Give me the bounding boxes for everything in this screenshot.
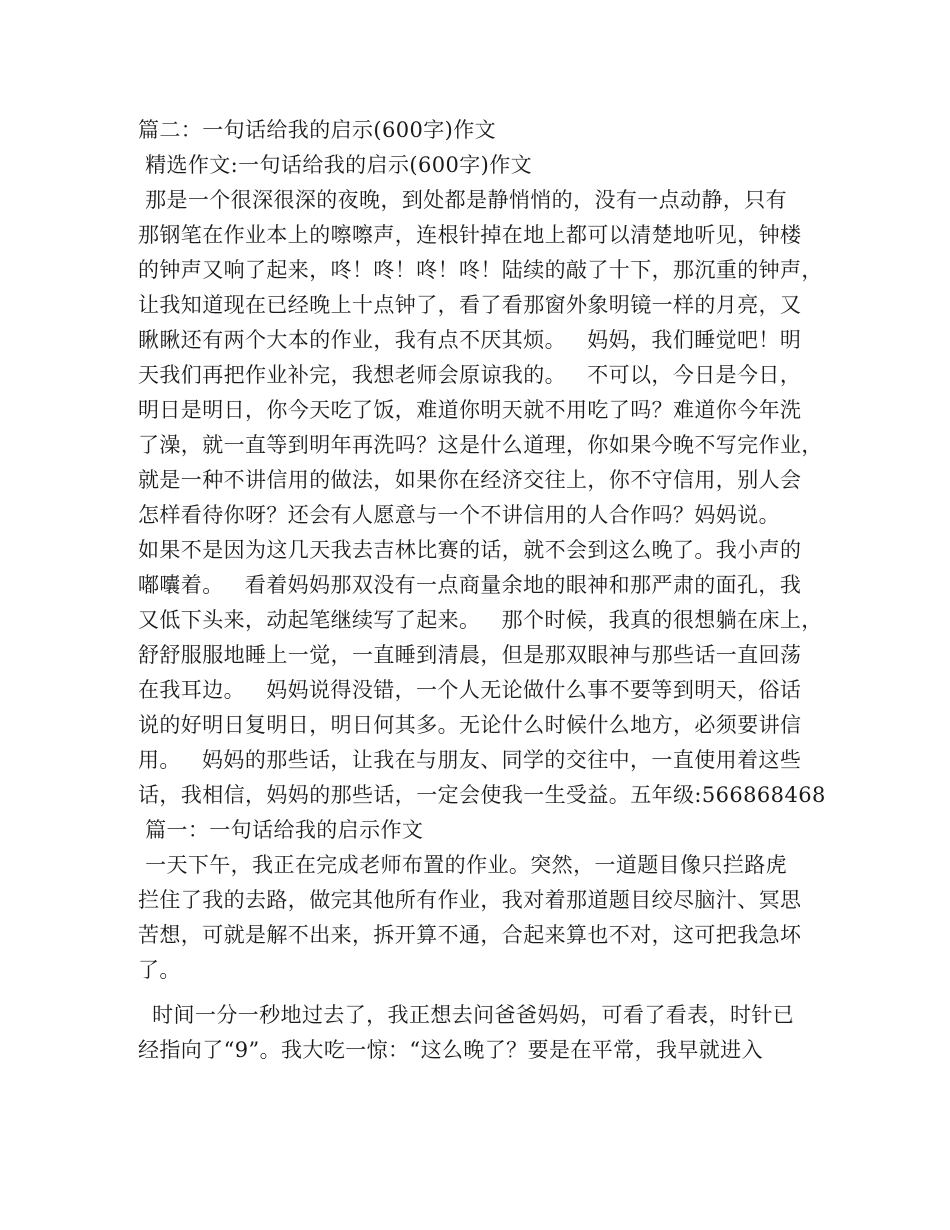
text-line: 那钢笔在作业本上的嚓嚓声，连根针掉在地上都可以清楚地听见，钟楼 xyxy=(138,223,802,247)
text-line: 苦想，可就是解不出来，拆开算不通，合起来算也不对，这可把我急坏 xyxy=(138,923,802,947)
text-line: 明日是明日，你今天吃了饭，难道你明天就不用吃了吗？难道你今年洗 xyxy=(138,398,802,422)
text-line: 了。 xyxy=(138,958,181,982)
text-line: 嘟囔着。 看着妈妈那双没有一点商量余地的眼神和那严肃的面孔，我 xyxy=(138,573,802,597)
text-line: 了澡，就一直等到明年再洗吗？这是什么道理，你如果今晚不写完作业， xyxy=(138,433,823,457)
text-line: 时间一分一秒地过去了，我正想去问爸爸妈妈，可看了看表，时针已 xyxy=(138,1003,795,1027)
text-line: 在我耳边。 妈妈说得没错，一个人无论做什么事不要等到明天，俗话 xyxy=(138,678,802,702)
text-line: 用。 妈妈的那些话，让我在与朋友、同学的交往中，一直使用着这些 xyxy=(138,748,802,772)
text-line: 拦住了我的去路，做完其他所有作业，我对着那道题目绞尽脑汁、冥思 xyxy=(138,888,802,912)
text-line: 如果不是因为这几天我去吉林比赛的话，就不会到这么晚了。我小声的 xyxy=(138,538,802,562)
text-line: 话，我相信，妈妈的那些话，一定会使我一生受益。五年级:566868468 xyxy=(138,783,826,807)
essay-title-line: 精选作文:一句话给我的启示(600字)作文 xyxy=(138,153,533,177)
text-line: 的钟声又响了起来，咚！咚！咚！咚！陆续的敲了十下，那沉重的钟声， xyxy=(138,258,823,282)
text-line: 天我们再把作业补完，我想老师会原谅我的。 不可以，今日是今日， xyxy=(138,363,802,387)
section-heading-part-one: 篇一：一句话给我的启示作文 xyxy=(138,818,424,842)
text-line: 经指向了“9”。我大吃一惊：“这么晚了？要是在平常，我早就进入 xyxy=(138,1038,763,1062)
text-line: 让我知道现在已经晚上十点钟了，看了看那窗外象明镜一样的月亮，又 xyxy=(138,293,802,317)
text-line: 说的好明日复明日，明日何其多。无论什么时候什么地方，必须要讲信 xyxy=(138,713,802,737)
text-line: 就是一种不讲信用的做法，如果你在经济交往上，你不守信用，别人会 xyxy=(138,468,802,492)
text-line: 舒舒服服地睡上一觉，一直睡到清晨，但是那双眼神与那些话一直回荡 xyxy=(138,643,802,667)
text-line: 怎样看待你呀？还会有人愿意与一个不讲信用的人合作吗？妈妈说。 xyxy=(138,503,780,527)
text-line: 那是一个很深很深的夜晚，到处都是静悄悄的，没有一点动静，只有 xyxy=(138,188,788,212)
text-line: 瞅瞅还有两个大本的作业，我有点不厌其烦。 妈妈，我们睡觉吧！明 xyxy=(138,328,802,352)
text-line: 一天下午，我正在完成老师布置的作业。突然，一道题目像只拦路虎 xyxy=(138,853,788,877)
section-heading-part-two: 篇二：一句话给我的启示(600字)作文 xyxy=(138,118,497,142)
text-line: 又低下头来，动起笔继续写了起来。 那个时候，我真的很想躺在床上， xyxy=(138,608,823,632)
